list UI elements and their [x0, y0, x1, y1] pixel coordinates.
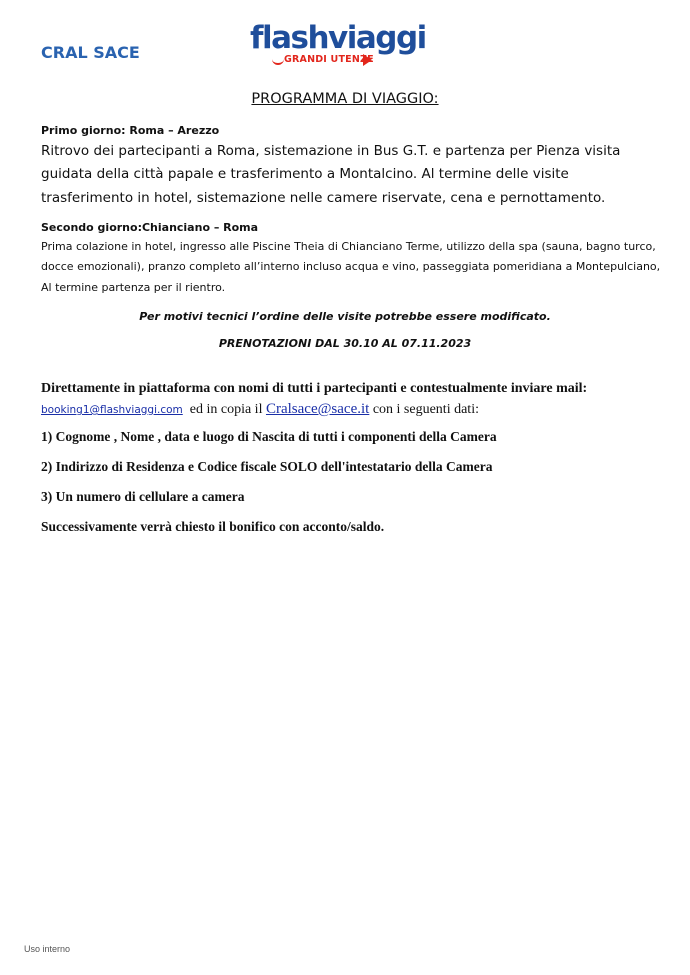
contact-instructions	[41, 379, 671, 420]
flashviaggi-logo	[250, 20, 430, 68]
requirement-item-3: 3) Un numero di cellulare a camera	[41, 489, 245, 504]
booking-dates: PRENOTAZIONI DAL 30.10 AL 07.11.2023	[218, 337, 472, 350]
page-title-text: PROGRAMMA DI VIAGGIO:	[251, 91, 439, 107]
logo-subtitle: GRANDI UTENZE	[284, 54, 374, 65]
requirement-item-1: 1) Cognome , Nome , data e luogo di Nascita di tutti i componenti della Camera	[41, 429, 497, 444]
logo-arrow-icon	[363, 54, 372, 66]
organization-name: CRAL SACE	[41, 43, 140, 62]
logo-wordmark: flashviaggi	[250, 20, 426, 56]
day-2-heading: Secondo giorno:Chianciano – Roma	[41, 221, 259, 234]
day-1-heading: Primo giorno: Roma – Arezzo	[41, 124, 220, 137]
day-1-description: Ritrovo dei partecipanti a Roma, sistemazione in Bus G.T. e partenza per Pienza visita guidata della città papale e trasferimento a Montalcino. Al termine delle visite trasferimento in hotel, sistemazione nelle camere riservate, cena e pernottamento.	[41, 143, 621, 206]
data-intro-text: con i seguenti dati:	[372, 402, 479, 417]
copy-text: ed in copia il	[189, 402, 263, 417]
requirement-item-2: 2) Indirizzo di Residenza e Codice fiscale SOLO dell'intestatario della Camera	[41, 459, 493, 474]
day-2-description: Prima colazione in hotel, ingresso alle Piscine Theia di Chianciano Terme, utilizzo della spa (sauna, bagno turco, docce emozionali), pranzo completo all’interno incluso acqua e vino, passeggiata pomeridiana a Montepulciano, Al termine partenza per il rientro.	[41, 240, 661, 294]
order-disclaimer: Per motivi tecnici l’ordine delle visite potrebbe essere modificato.	[139, 310, 551, 323]
footer-classification: Uso interno	[24, 944, 71, 954]
page-title	[0, 91, 690, 107]
contact-intro: Direttamente in piattaforma con nomi di tutti i partecipanti e contestualmente inviare mail:	[41, 381, 588, 396]
closing-note: Successivamente verrà chiesto il bonifico con acconto/saldo.	[41, 519, 385, 534]
booking-email-link[interactable]: booking1@flashviaggi.com	[41, 404, 183, 416]
cral-email-link[interactable]: Cralsace@sace.it	[265, 401, 370, 417]
logo-swoosh-icon	[272, 57, 284, 65]
